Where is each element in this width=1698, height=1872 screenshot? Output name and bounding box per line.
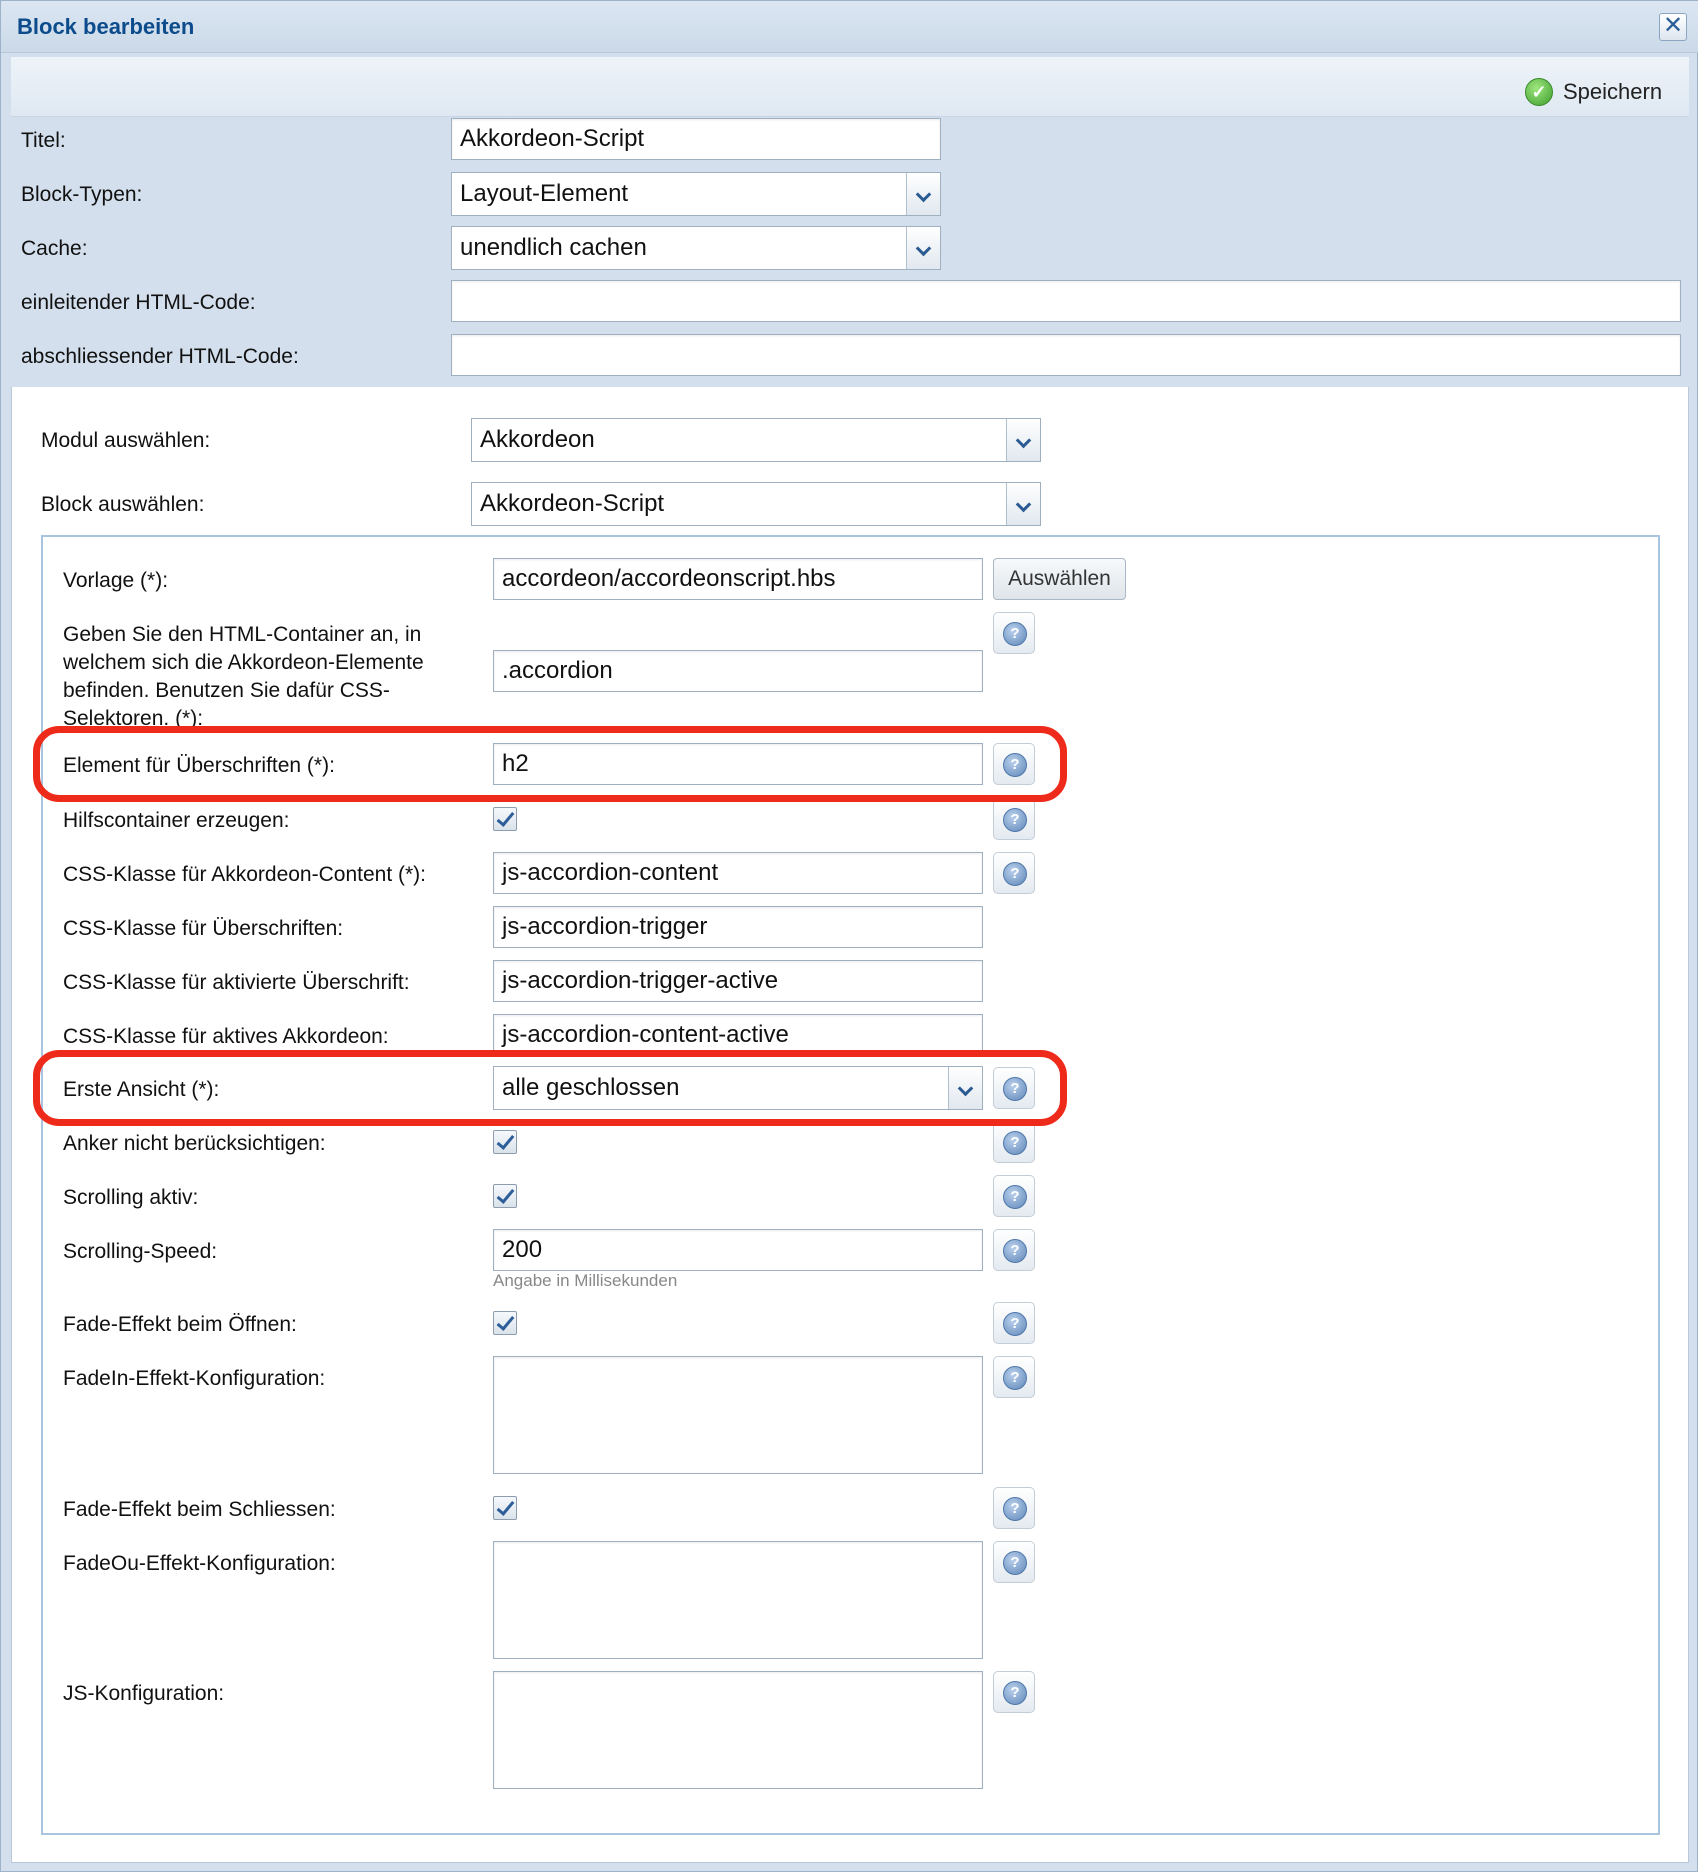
- chevron-down-icon[interactable]: [1006, 483, 1040, 525]
- active-heading-class-label: CSS-Klasse für aktivierte Überschrift:: [63, 971, 410, 994]
- scrolling-label: Scrolling aktiv:: [63, 1186, 199, 1209]
- help-icon[interactable]: [993, 612, 1035, 654]
- cache-select[interactable]: [451, 226, 941, 270]
- scrolling-speed-hint: Angabe in Millisekunden: [493, 1271, 678, 1290]
- module-select[interactable]: [471, 418, 1041, 462]
- js-config-label: JS-Konfiguration:: [63, 1682, 225, 1705]
- active-accordion-class-label: CSS-Klasse für aktives Akkordeon:: [63, 1025, 389, 1048]
- help-icon[interactable]: [993, 1175, 1035, 1217]
- title-input[interactable]: Akkordeon-Script: [451, 118, 941, 160]
- helper-container-checkbox[interactable]: [493, 807, 517, 831]
- fade-close-label: Fade-Effekt beim Schliessen:: [63, 1498, 336, 1521]
- ignore-anchor-checkbox[interactable]: [493, 1130, 517, 1154]
- first-view-value: alle geschlossen: [502, 1074, 680, 1101]
- fadein-config-label: FadeIn-Effekt-Konfiguration:: [63, 1367, 326, 1390]
- first-view-label: Erste Ansicht (*):: [63, 1078, 220, 1101]
- check-circle-icon: ✓: [1525, 78, 1553, 106]
- heading-element-input[interactable]: h2: [493, 743, 983, 785]
- content-class-input[interactable]: js-accordion-content: [493, 852, 983, 894]
- highlight-first-view: [33, 1050, 1067, 1126]
- container-input[interactable]: .accordion: [493, 650, 983, 692]
- template-input[interactable]: accordeon/accordeonscript.hbs: [493, 558, 983, 600]
- module-value: Akkordeon: [480, 426, 595, 453]
- fade-close-checkbox[interactable]: [493, 1496, 517, 1520]
- closing-html-label: abschliessender HTML-Code:: [21, 345, 299, 368]
- fade-open-label: Fade-Effekt beim Öffnen:: [63, 1313, 297, 1336]
- intro-html-label: einleitender HTML-Code:: [21, 291, 256, 314]
- help-icon[interactable]: [993, 852, 1035, 894]
- title-label: Titel:: [21, 129, 66, 152]
- help-icon[interactable]: [993, 1229, 1035, 1271]
- save-label: Speichern: [1563, 79, 1663, 104]
- module-label: Modul auswählen:: [41, 429, 211, 452]
- fadeout-config-textarea[interactable]: [493, 1541, 983, 1659]
- active-accordion-class-input[interactable]: js-accordion-content-active: [493, 1014, 983, 1056]
- active-heading-class-input[interactable]: js-accordion-trigger-active: [493, 960, 983, 1002]
- fadeout-config-label: FadeOu-Effekt-Konfiguration:: [63, 1552, 336, 1575]
- help-icon[interactable]: [993, 798, 1035, 840]
- highlight-heading-element: [33, 726, 1067, 802]
- chevron-down-icon[interactable]: [1006, 419, 1040, 461]
- toolbar: [11, 57, 1689, 117]
- help-icon[interactable]: [993, 1487, 1035, 1529]
- chevron-down-icon[interactable]: [906, 173, 940, 215]
- close-icon[interactable]: ✕: [1659, 13, 1687, 41]
- heading-class-input[interactable]: js-accordion-trigger: [493, 906, 983, 948]
- help-icon[interactable]: [993, 1356, 1035, 1398]
- block-select[interactable]: [471, 482, 1041, 526]
- chevron-down-icon[interactable]: [906, 227, 940, 269]
- scrolling-speed-label: Scrolling-Speed:: [63, 1240, 218, 1263]
- heading-element-label: Element für Überschriften (*):: [63, 754, 335, 777]
- blocktype-label: Block-Typen:: [21, 183, 143, 206]
- help-icon[interactable]: [993, 1302, 1035, 1344]
- choose-template-button[interactable]: Auswählen: [993, 558, 1126, 600]
- intro-html-input[interactable]: [451, 280, 1681, 322]
- heading-class-label: CSS-Klasse für Überschriften:: [63, 917, 344, 940]
- blocktype-select[interactable]: [451, 172, 941, 216]
- helper-container-label: Hilfscontainer erzeugen:: [63, 809, 290, 832]
- dialog-title: Block bearbeiten: [17, 14, 195, 39]
- js-config-textarea[interactable]: [493, 1671, 983, 1789]
- cache-label: Cache:: [21, 237, 88, 260]
- block-select-value: Akkordeon-Script: [480, 490, 665, 517]
- closing-html-input[interactable]: [451, 334, 1681, 376]
- content-class-label: CSS-Klasse für Akkordeon-Content (*):: [63, 863, 426, 886]
- ignore-anchor-label: Anker nicht berücksichtigen:: [63, 1132, 326, 1155]
- blocktype-value: Layout-Element: [460, 180, 629, 207]
- help-icon[interactable]: [993, 1121, 1035, 1163]
- container-label: Geben Sie den HTML-Container an, in welchem sich die Akkordeon-Elemente befinden. Benutzen Sie dafür CSS-Selektoren. (*):: [63, 623, 424, 730]
- help-icon[interactable]: [993, 1541, 1035, 1583]
- save-button[interactable]: [1525, 75, 1662, 109]
- fade-open-checkbox[interactable]: [493, 1311, 517, 1335]
- dialog-titlebar: [1, 1, 1698, 53]
- cache-value: unendlich cachen: [460, 234, 647, 261]
- scrolling-checkbox[interactable]: [493, 1184, 517, 1208]
- block-select-label: Block auswählen:: [41, 493, 205, 516]
- scrolling-speed-input[interactable]: 200: [493, 1229, 983, 1271]
- template-label: Vorlage (*):: [63, 569, 169, 592]
- fadein-config-textarea[interactable]: [493, 1356, 983, 1474]
- help-icon[interactable]: [993, 1671, 1035, 1713]
